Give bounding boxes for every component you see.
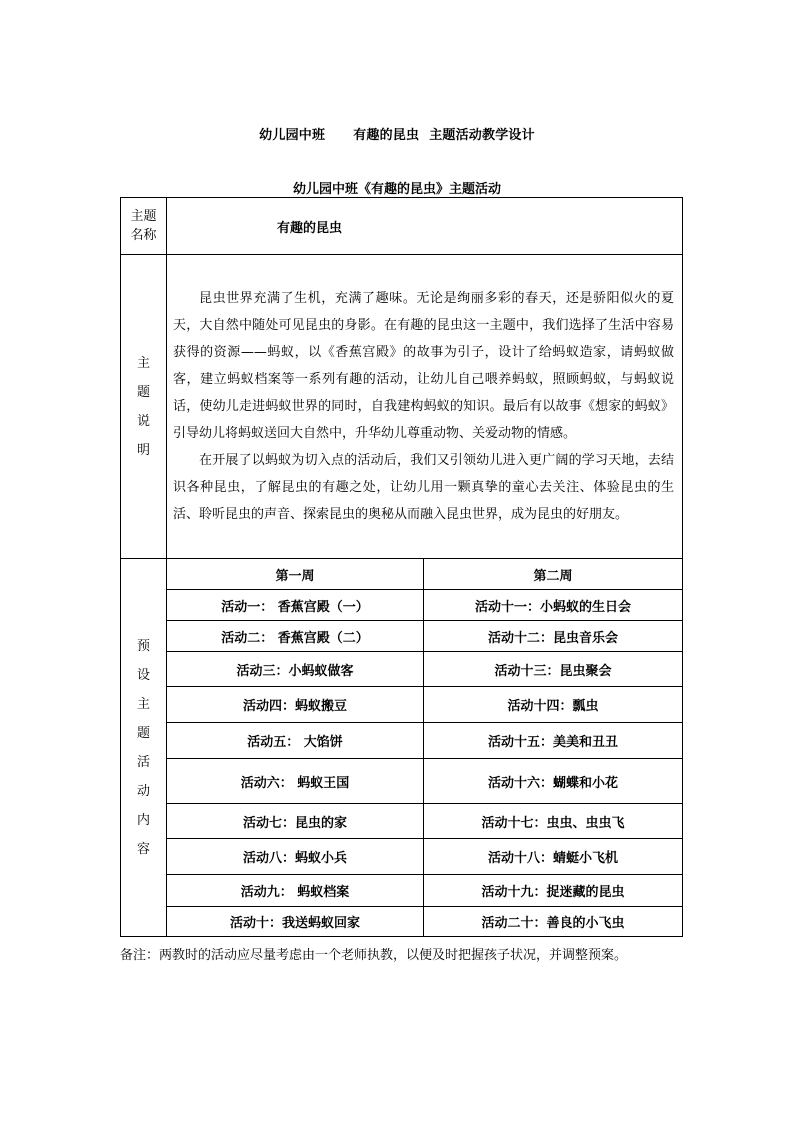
week1-activity: 活动七：昆虫的家 [167, 804, 424, 839]
week-header-row [121, 559, 683, 590]
week1-activity: 活动九： 蚂蚁档案 [167, 875, 424, 907]
description-paragraph-1: 昆虫世界充满了生机，充满了趣味。无论是绚丽多彩的春天，还是骄阳似火的夏天，大自然中随处可见昆虫的身影。在有趣的昆虫这一主题中，我们选择了生活中容易获得的资源——蚂蚁，以《香蕉宫殿》的故事为引子，设计了给蚂蚁造家，请蚂蚁做客，建立蚂蚁档案等一系列有趣的活动，让幼儿自己喂养蚂蚁，照顾蚂蚁，与蚂蚁说话，使幼儿走进蚂蚁世界的同时，自我建构蚂蚁的知识。最后有以故事《想家的蚂蚁》引导幼儿将蚂蚁送回大自然中，升华幼儿尊重动物、关爱动物的情感。 [173, 291, 675, 441]
activity-row [121, 621, 683, 652]
theme-plan-table [120, 197, 683, 937]
week1-activity: 活动六： 蚂蚁王国 [167, 759, 424, 804]
week2-activity: 活动十七：虫虫、虫虫飞 [424, 804, 683, 839]
week1-header: 第一周 [167, 559, 424, 590]
week1-activity: 活动十：我送蚂蚁回家 [167, 907, 424, 937]
activity-row [121, 804, 683, 839]
week2-activity: 活动十一：小蚂蚁的生日会 [424, 590, 683, 621]
title-part-design: 主题活动教学设计 [429, 128, 535, 143]
week1-activity: 活动三：小蚂蚁做客 [167, 652, 424, 687]
week1-activity: 活动八：蚂蚁小兵 [167, 839, 424, 875]
table-caption: 幼儿园中班《有趣的昆虫》主题活动 [292, 182, 501, 197]
week2-activity: 活动十五：美美和丑丑 [424, 723, 683, 759]
document-title [0, 124, 794, 143]
week1-activity: 活动五： 大馅饼 [167, 723, 424, 759]
week1-activity: 活动一： 香蕉宫殿（一） [167, 590, 424, 621]
description-paragraph-2: 在开展了以蚂蚁为切入点的活动后，我们又引领幼儿进入更广阔的学习天地，去结识各种昆虫，了解昆虫的有趣之处，让幼儿用一颗真挚的童心去关注、体验昆虫的生活、聆听昆虫的声音、探索昆虫的奥秘从而融入昆虫世界，成为昆虫的好朋友。 [173, 453, 675, 522]
activity-row [121, 723, 683, 759]
week2-activity: 活动十八：蜻蜓小飞机 [424, 839, 683, 875]
week2-activity: 活动十二：昆虫音乐会 [424, 621, 683, 652]
theme-description-row [121, 255, 683, 559]
activity-row [121, 907, 683, 937]
week2-header: 第二周 [424, 559, 683, 590]
activity-row [121, 687, 683, 723]
remark-note: 备注：两教时的活动应尽量考虑由一个老师执教，以便及时把握孩子状况，并调整预案。 [120, 948, 628, 963]
theme-description-text [167, 255, 683, 559]
activity-row [121, 875, 683, 907]
week2-activity: 活动十四：瓢虫 [424, 687, 683, 723]
theme-name-row [121, 198, 683, 255]
week1-activity: 活动四：蚂蚁搬豆 [167, 687, 424, 723]
activity-row [121, 590, 683, 621]
week2-activity: 活动十三：昆虫聚会 [424, 652, 683, 687]
week2-activity: 活动十九：捉迷藏的昆虫 [424, 875, 683, 907]
week2-activity: 活动十六：蝴蝶和小花 [424, 759, 683, 804]
theme-name-label: 主题 名称 [121, 198, 167, 255]
activity-row [121, 839, 683, 875]
activity-row [121, 652, 683, 687]
title-part-grade: 幼儿园中班 [259, 128, 326, 143]
week2-activity: 活动二十：善良的小飞虫 [424, 907, 683, 937]
title-part-topic: 有趣的昆虫 [353, 128, 420, 143]
activity-content-label: 预 设 主 题 活 动 内 容 [121, 559, 167, 937]
theme-description-label: 主 题 说 明 [121, 255, 167, 559]
activity-row [121, 759, 683, 804]
week1-activity: 活动二： 香蕉宫殿（二） [167, 621, 424, 652]
theme-name-value: 有趣的昆虫 [167, 198, 683, 255]
